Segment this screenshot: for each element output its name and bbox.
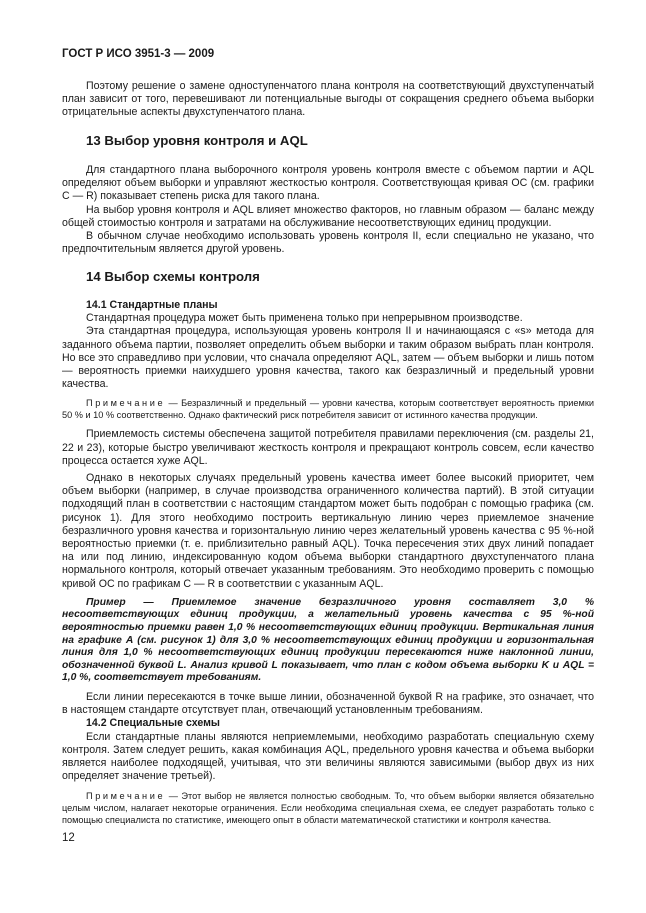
paragraph: Стандартная процедура может быть применена только при непрерывном производстве. <box>86 312 523 325</box>
section-13-body <box>62 164 594 256</box>
paragraph: В обычном случае необходимо использовать уровень контроля II, если специально не указано, что предпочтительным является другой уровень. <box>62 230 594 256</box>
paragraph: На выбор уровня контроля и AQL влияет множество факторов, но главным образом — баланс между общей стоимостью контроля и затратами на обслуживание несоответствующих единиц продукции. <box>62 203 594 229</box>
note-label: Примечание <box>86 398 166 409</box>
section-heading: 14 Выбор схемы контроля <box>86 269 260 284</box>
example: Пример — Приемлемое значение безразличного уровня составляет 3,0 % несоответствующих единиц продукции, а желательный уровень качества с 95 %-ной вероятностью приемки равен 1,0 % несоответствующих единиц продукции. Вертикальная линия на графике А (см. рисунок 1) для 3,0 % несоответствующих единиц продукции и горизонтальная линия для 1,0 % несоответствующих единиц продукции пересекаются ниже наклонной линии, обозначенной буквой L. Анализ кривой L показывает, что план с кодом объема выборки K и AQL = 1,0 %, соответствует требованиям. <box>62 596 594 684</box>
document-header: ГОСТ Р ИСО 3951-3 — 2009 <box>62 48 215 60</box>
paragraph: Поэтому решение о замене одноступенчатого плана контроля на соответствующий двухступенчатый план зависит от того, перевешивают ли потенциальные выгоды от сокращения среднего объема выборки отрицательные аспекты двухступенчатого плана. <box>62 80 594 119</box>
section-13 <box>62 133 594 149</box>
paragraph: Эта стандартная процедура, использующая уровень контроля II и начинающаяся с «s» метода для заданного объема партии, позволяет определить объем выборки и таким образом выбрать план контроля. Но все это справедливо при условии, что сначала определяют AQL, затем — объем выборки и лишь потом — вероятность приемки наихудшего уровня качества, такого как безразличный и предельный уровни качества. <box>62 325 594 391</box>
section-14 <box>62 269 594 285</box>
note <box>62 397 594 421</box>
note-text: — Этот выбор не является полностью свободным. То, что объем выборки является обязательно целым числом, налагает некоторые ограничения. Если необходима специальная схема, ее следует разработать только с помощью специалиста по статистике, имеющего опыт в области математической статистики и контроля качества. <box>62 791 594 826</box>
section-heading: 13 Выбор уровня контроля и AQL <box>86 133 308 148</box>
note-label: Примечание <box>86 791 166 802</box>
intro-block <box>62 80 594 120</box>
note <box>62 790 594 826</box>
note-text: — Безразличный и предельный — уровни качества, которым соответствует вероятность приемки 50 % и 10 % соответственно. Однако фактический риск потребителя зависит от истинного качества продукции. <box>62 398 594 421</box>
paragraph: Приемлемость системы обеспечена защитой потребителя правилами переключения (см. разделы 21, 22 и 23), которые быстро увеличивают жесткость контроля и прекращают контроль совсем, если качество процесса остается хуже AQL. <box>62 428 594 467</box>
page-number: 12 <box>62 832 75 844</box>
paragraph: Если стандартные планы являются неприемлемыми, необходимо разработать специальную схему контроля. Затем следует решить, какая комбинация AQL, предельного уровня качества и объема выборки является наиболее подходящей, учитывая, что эти величины являются зависимыми (выбор двух из них определяет значение третьей). <box>62 730 594 783</box>
paragraph: Если линии пересекаются в точке выше линии, обозначенной буквой R на графике, это означает, что в настоящем стандарте отсутствует план, отвечающий установленным требованиям. <box>62 691 594 717</box>
subsection-heading: 14.2 Специальные схемы <box>86 717 220 730</box>
paragraph: Для стандартного плана выборочного контроля уровень контроля вместе с объемом партии и AQL определяют объем выборки и управляют жесткостью контроля. Соответствующая кривая ОС (см. графики С — R) показывает степень риска для такого плана. <box>62 164 594 203</box>
paragraph: Однако в некоторых случаях предельный уровень качества имеет более высокий приоритет, чем объем выборки (например, в случае производства ограниченного количества партий). В этой ситуации подходящий план в соответствии с настоящим стандартом может быть подобран с помощью графика (см. рисунок 1). Для этого необходимо построить вертикальную линию через приемлемое значение безразличного уровня качества и горизонтальную линию через желательный уровень качества с 95 %-ной вероятностью приемки (т. е. приблизительно равный AQL). Точка пересечения этих двух линий попадает на или под линию, индексированную кодом объема выборки стандартного двухступенчатого плана нормального контроля, который отвечает указанным требованиям. Это необходимо проверить с помощью кривой ОС по графикам С — R в соответствии с указанным AQL. <box>62 472 594 590</box>
section-14-body <box>62 299 594 826</box>
subsection-heading: 14.1 Стандартные планы <box>86 299 218 311</box>
